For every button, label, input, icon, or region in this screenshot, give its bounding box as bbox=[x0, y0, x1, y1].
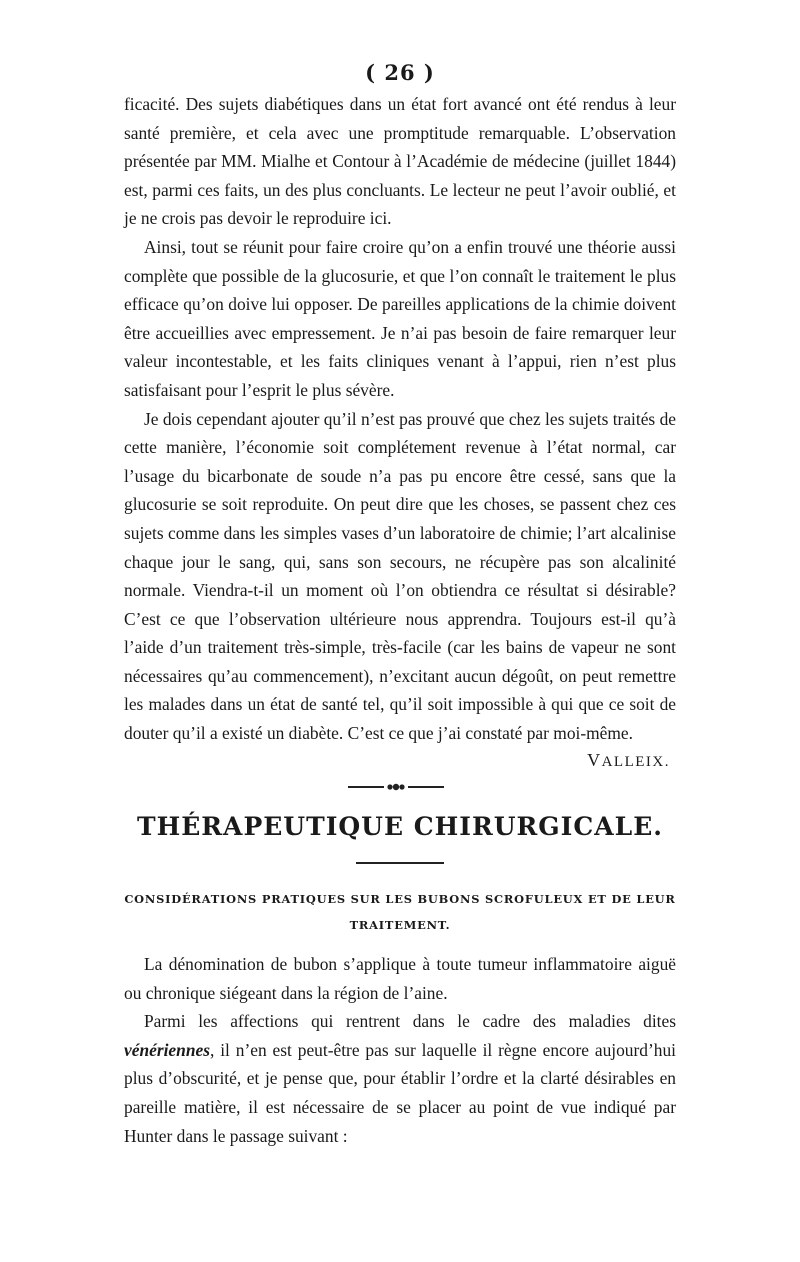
title-rule bbox=[356, 862, 444, 864]
paragraph: Ainsi, tout se réunit pour faire croire qu’on a enfin trouvé une théorie aussi complète que possible de la glucosurie, et que l’on connaît le traitement le plus efficace qu’on doive lui opposer. De pareilles applications de la chimie doivent être accueillies avec empressement. Je n’ai pas besoin de faire remarquer leur valeur incontestable, et les faits cliniques venant à l’appui, rien n’est plus satisfaisant pour l’esprit le plus sévère. bbox=[124, 236, 676, 400]
section-title: THÉRAPEUTIQUE CHIRURGICALE. bbox=[137, 812, 663, 841]
author-signature bbox=[587, 750, 670, 771]
article-subtitle: CONSIDÉRATIONS PRATIQUES SUR LES BUBONS SCROFULEUX ET DE LEUR TRAITEMENT. bbox=[124, 892, 676, 932]
article-body bbox=[124, 950, 676, 1150]
paragraph: La dénomination de bubon s’applique à toute tumeur inflammatoire aiguë ou chronique siégeant dans la région de l’aine. bbox=[124, 954, 676, 1003]
paragraph-text: , il n’en est peut-être pas sur laquelle il règne encore aujourd’hui plus d’obscurité, et je pense que, pour établir l’ordre et la clarté désirables en pareille matière, il est nécessaire de se placer au point de vue indiqué par Hunter dans le passage suivant : bbox=[124, 1039, 676, 1146]
signature-initial: V bbox=[587, 750, 602, 770]
paragraph: ficacité. Des sujets diabétiques dans un état fort avancé ont été rendus à leur santé première, et cela avec une promptitude remarquable. L’observation présentée par MM. Mialhe et Contour à l’Académie de médecine (juillet 1844) est, parmi ces faits, un des plus concluants. Le lecteur ne peut l’avoir oublié, et je ne crois pas devoir le reproduire ici. bbox=[124, 94, 676, 229]
page-number: ( 26 ) bbox=[365, 60, 435, 85]
ornament-divider bbox=[346, 777, 446, 797]
paragraph: Je dois cependant ajouter qu’il n’est pas prouvé que chez les sujets traités de cette manière, l’économie soit complétement revenue à l’état normal, car l’usage du bicarbonate de soude n’a pas pu encore être cessé, sans que la glucosurie se soit reproduite. On peut dire que les choses, se passent chez ces sujets comme dans les simples vases d’un laboratoire de chimie; l’art alcalinise chaque jour le sang, qui, sans son secours, ne récupère pas son alcalinité normale. Viendra-t-il un moment où l’on obtiendra ce résultat si désirable? C’est ce que l’observation ultérieure nous apprendra. Toujours est-il qu’à l’aide d’un traitement très-simple, très-facile (car les bains de vapeur ne sont nécessaires qu’au commencement), n’excitant aucun dégoût, on peut remettre les malades dans un état de santé tel, qu’il soit impossible à qui que ce soit de douter qu’il a existé un diabète. C’est ce que j’ai constaté par moi-même. bbox=[124, 408, 676, 744]
paragraph bbox=[124, 1007, 676, 1150]
paragraph-text: Parmi les affections qui rentrent dans le cadre des maladies dites bbox=[144, 1011, 676, 1032]
emphasized-term: vénériennes bbox=[124, 1039, 210, 1060]
signature-rest: ALLEIX. bbox=[601, 754, 670, 770]
article-continuation bbox=[124, 90, 676, 748]
